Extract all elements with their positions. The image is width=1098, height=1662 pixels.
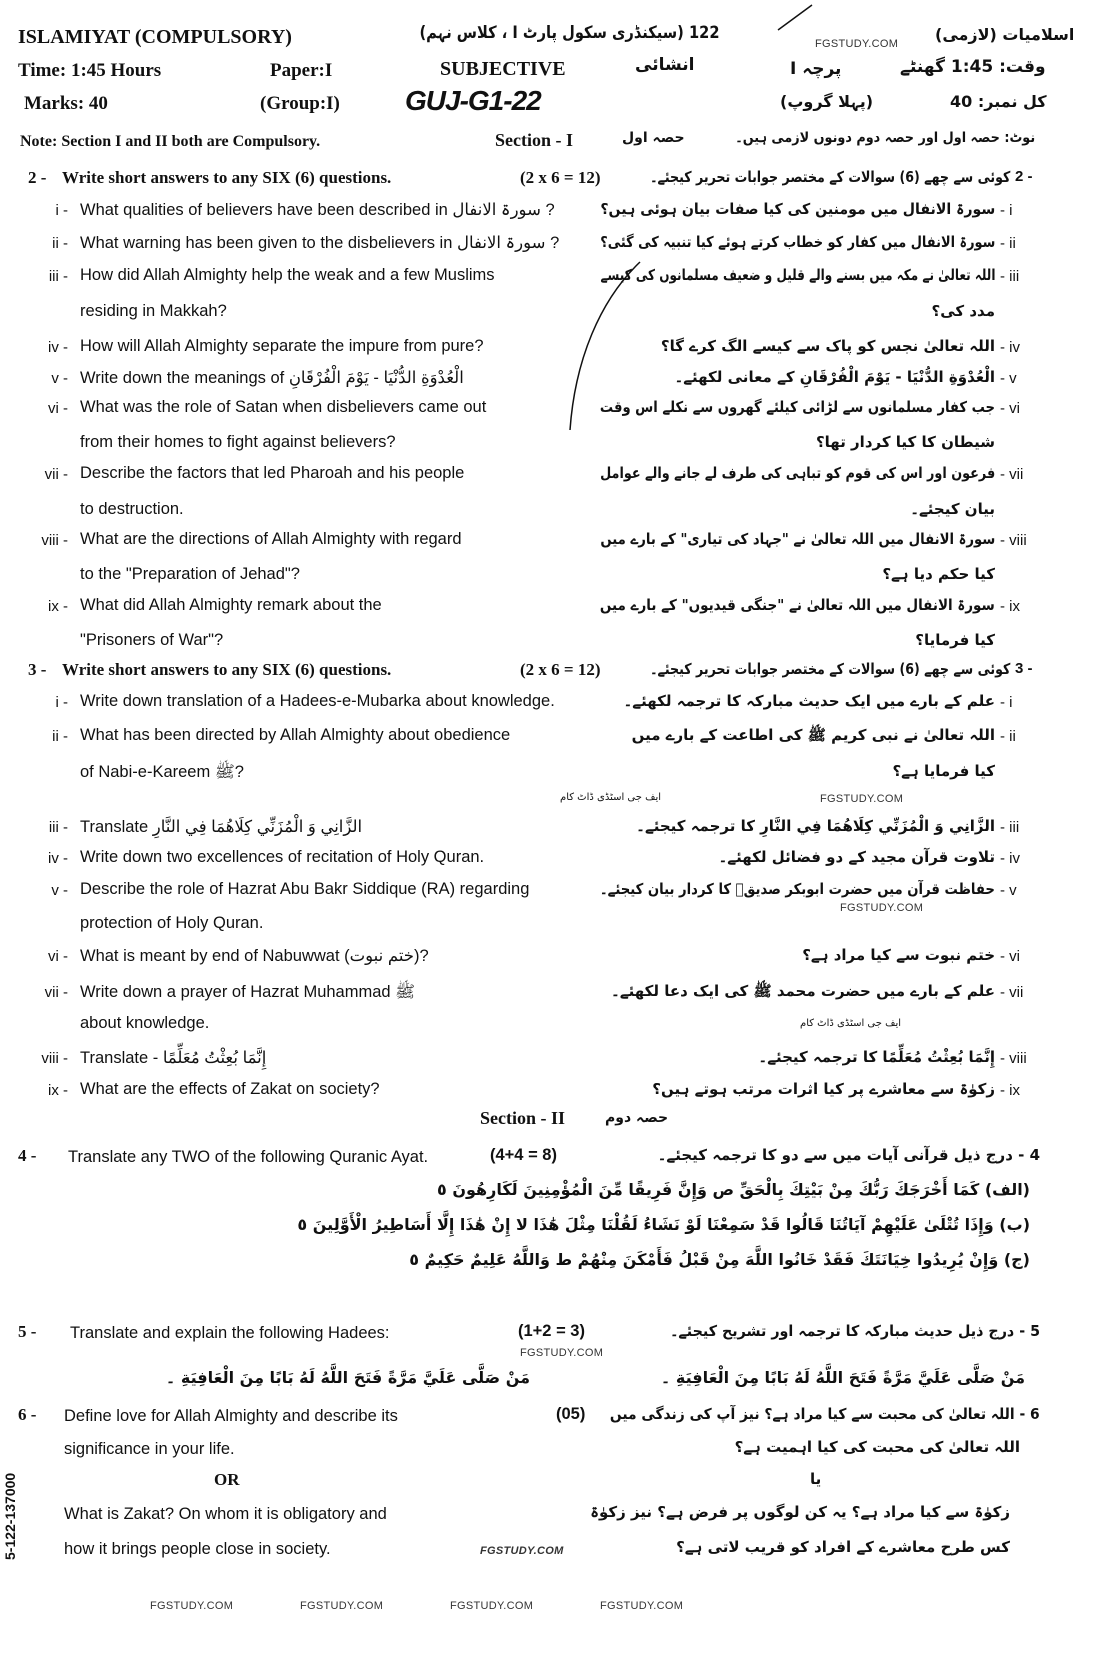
item-number: ix - <box>48 598 68 615</box>
item-text-urdu: کیا حکم دیا ہے؟ <box>882 565 995 583</box>
q4-text: Translate any TWO of the following Quranic Ayat. <box>68 1148 429 1166</box>
watermark: FGSTUDY.COM <box>520 1347 604 1359</box>
item-number: vi - <box>48 400 68 417</box>
q5-text: Translate and explain the following Hadees: <box>70 1324 390 1342</box>
item-text-urdu: الْعُدْوَةِ الدُّنْيَا - يَوْمَ الْفُرْقَانِ کے معانی لکھئے۔ <box>674 368 995 386</box>
item-text-urdu: مدد کی؟ <box>931 302 995 320</box>
item-text-urdu: اللہ تعالیٰ نے مکہ میں بسنے والے قلیل و ضعیف مسلمانوں کی کیسے <box>600 266 995 284</box>
q6-line4: how it brings people close in society. <box>64 1540 331 1558</box>
item-text: residing in Makkah? <box>80 302 227 320</box>
q6-marks: (05) <box>556 1405 586 1423</box>
item-text: about knowledge. <box>80 1014 210 1032</box>
item-number-urdu: - ix <box>1000 1082 1020 1099</box>
marks-urdu: کل نمبر: 40 <box>950 92 1047 111</box>
section-2-title: Section - II <box>480 1108 565 1128</box>
item-text: How will Allah Almighty separate the impure from pure? <box>80 337 484 355</box>
item-text-urdu: زکوٰۃ سے معاشرے پر کیا اثرات مرتب ہوتے ہیں؟ <box>652 1080 995 1098</box>
watermark: FGSTUDY.COM <box>450 1600 534 1612</box>
item-text: Translate - إِنَّمَا بُعِثْتُ مُعَلِّمًا <box>80 1049 267 1067</box>
group: (Group:I) <box>260 93 340 114</box>
question-number: 2 - <box>28 168 47 187</box>
item-number: vii - <box>44 466 68 483</box>
item-text: to destruction. <box>80 500 184 518</box>
subject-urdu: اسلامیات (لازمی) <box>935 25 1075 44</box>
note: Note: Section I and II both are Compulsory. <box>20 133 321 150</box>
q4-number: 4 - <box>18 1146 37 1165</box>
item-number: i - <box>55 694 68 711</box>
item-text-urdu: بیان کیجئے۔ <box>910 500 995 518</box>
item-number-urdu: - vi <box>1000 948 1020 965</box>
watermark: FGSTUDY.COM <box>300 1600 384 1612</box>
q6-line3: What is Zakat? On whom it is obligatory and <box>64 1505 387 1523</box>
item-text: What are the effects of Zakat on society? <box>80 1080 380 1098</box>
item-text: What did Allah Almighty remark about the <box>80 596 382 614</box>
item-text: Describe the role of Hazrat Abu Bakr Siddique (RA) regarding <box>80 880 530 898</box>
note-urdu: نوٹ: حصہ اول اور حصہ دوم دونوں لازمی ہیں۔ <box>735 130 1035 146</box>
item-number-urdu: - ii <box>1000 728 1016 745</box>
watermark: FGSTUDY.COM <box>150 1600 234 1612</box>
item-text: What is meant by end of Nabuwwat (ختم نبوت)? <box>80 947 429 965</box>
item-number-urdu: - i <box>1000 694 1013 711</box>
item-number-urdu: - vi <box>1000 400 1020 417</box>
q6-urdu-line2: اللہ تعالیٰ کی محبت کی کیا اہمیت ہے؟ <box>734 1438 1020 1456</box>
item-text: from their homes to fight against believers? <box>80 433 396 451</box>
item-text: Write down a prayer of Hazrat Muhammad ﷺ <box>80 983 416 1001</box>
ayat-jeem: (ج) وَإِنْ يُرِيدُوا خِيَانَتَكَ فَقَدْ خَانُوا اللَّهَ مِنْ قَبْلُ فَأَمْكَنَ مِنْهُمْ ط وَاللَّهُ عَلِيمٌ حَكِيمٌ ٥ <box>409 1250 1030 1269</box>
watermark: FGSTUDY.COM <box>820 793 904 805</box>
item-number-urdu: - v <box>1000 882 1017 899</box>
q6-urdu-line1: 6 - اللہ تعالیٰ کی محبت سے کیا مراد ہے؟ نیز آپ کی زندگی میں <box>610 1405 1040 1423</box>
ayat-alif: (الف) كَمَا أَخْرَجَكَ رَبُّكَ مِنْ بَيْتِكَ بِالْحَقِّ ص وَإِنَّ فَرِيقًا مِّنَ الْمُؤْمِنِينَ لَكَارِهُونَ ٥ <box>437 1180 1030 1199</box>
item-number: v - <box>51 370 68 387</box>
item-number: ii - <box>52 728 68 745</box>
q6-urdu-line4: کس طرح معاشرے کے افراد کو قریب لاتی ہے؟ <box>676 1538 1010 1556</box>
item-number-urdu: - vii <box>1000 984 1024 1001</box>
item-number-urdu: - viii <box>1000 1050 1027 1067</box>
item-text-urdu: جب کفار مسلمانوں سے لڑائی کیلئے گھروں سے نکلے اس وقت <box>599 398 995 416</box>
item-text: How did Allah Almighty help the weak and a few Muslims <box>80 266 495 284</box>
section-2-urdu: حصہ دوم <box>605 1110 669 1126</box>
item-text-urdu: سورۃ الانفال میں مومنین کی کیا صفات بیان ہوئی ہیں؟ <box>600 200 995 218</box>
item-text: Write down two excellences of recitation of Holy Quran. <box>80 848 485 866</box>
item-text-urdu: علم کے بارے میں حضرت محمد ﷺ کی ایک دعا لکھئے۔ <box>611 982 995 1000</box>
question-number-urdu: 2 - <box>1015 168 1033 185</box>
item-text-urdu: سورۃ الانفال میں اللہ تعالیٰ نے "جہاد کی تیاری" کے بارے میں <box>600 530 995 548</box>
subjective-label: SUBJECTIVE <box>440 58 566 80</box>
item-text: What are the directions of Allah Almighty with regard <box>80 530 462 548</box>
item-text-urdu: شیطان کا کیا کردار تھا؟ <box>815 433 995 451</box>
item-text-urdu: الزَّانِي وَ الْمُزَنِّي كِلَاهُمَا فِي النَّارِ کا ترجمہ کیجئے۔ <box>636 817 995 835</box>
item-number: i - <box>55 202 68 219</box>
watermark-urdu: ایف جی اسٹڈی ڈاٹ کام <box>800 1018 902 1029</box>
or-urdu: یا <box>810 1470 822 1488</box>
item-text: What has been directed by Allah Almighty about obedience <box>80 726 511 744</box>
inshai-urdu: انشائی <box>635 55 695 75</box>
section-1-title: Section - I <box>495 130 573 150</box>
item-number-urdu: - iv <box>1000 339 1020 356</box>
item-number-urdu: - v <box>1000 370 1017 387</box>
hadees-left: مَنْ صَلَّى عَلَيَّ مَرَّةً فَتَحَ اللَّهُ لَهُ بَابًا مِنَ الْعَافِيَةِ ۔ <box>165 1368 530 1387</box>
question-marks: (2 x 6 = 12) <box>520 660 601 679</box>
item-text-urdu: اللہ تعالیٰ نجس کو پاک سے کیسے الگ کرے گا؟ <box>660 337 995 355</box>
section-1-urdu: حصہ اول <box>622 130 685 146</box>
time-urdu: وقت: 1:45 گھنٹے <box>900 57 1046 77</box>
item-text-urdu: علم کے بارے میں ایک حدیث مبارکہ کا ترجمہ لکھئے۔ <box>623 692 995 710</box>
item-number: v - <box>51 882 68 899</box>
watermark: FGSTUDY.COM <box>600 1600 684 1612</box>
item-number-urdu: - ix <box>1000 598 1020 615</box>
item-text: Translate الزَّانِي وَ الْمُزَنِّي كِلَاهُمَا فِي النَّارِ <box>80 818 363 836</box>
question-heading-urdu: کوئی سے چھے (6) سوالات کے مختصر جوابات تحریر کیجئے۔ <box>649 168 1010 186</box>
item-text-urdu: فرعون اور اس کی قوم کو تباہی کی طرف لے جانے والے عوامل <box>599 464 995 482</box>
item-text: What warning has been given to the disbelievers in سورۃ الانفال ? <box>80 234 560 252</box>
item-text: What was the role of Satan when disbelievers came out <box>80 398 487 416</box>
item-number-urdu: - i <box>1000 202 1013 219</box>
item-text-urdu: إِنَّمَا بُعِثْتُ مُعَلِّمًا کا ترجمہ کیجئے۔ <box>758 1048 995 1066</box>
item-number: iii - <box>48 268 68 285</box>
item-number-urdu: - viii <box>1000 532 1027 549</box>
q4-marks: (4+4 = 8) <box>490 1146 557 1164</box>
q6-line2: significance in your life. <box>64 1440 235 1458</box>
item-text: What qualities of believers have been described in سورۃ الانفال ? <box>80 201 555 219</box>
hadees-right: مَنْ صَلَّى عَلَيَّ مَرَّةً فَتَحَ اللَّهُ لَهُ بَابًا مِنَ الْعَافِيَةِ ۔ <box>660 1368 1025 1387</box>
side-code: 5-122-137000 <box>2 1472 18 1560</box>
question-number-urdu: 3 - <box>1015 660 1033 677</box>
item-number-urdu: - ii <box>1000 235 1016 252</box>
item-text-urdu: سورۃ الانفال میں اللہ تعالیٰ نے "جنگی قیدیوں" کے بارے میں <box>600 596 995 614</box>
item-text: "Prisoners of War"? <box>80 631 224 649</box>
ayat-bay: (ب) وَإِذَا تُتْلَىٰ عَلَيْهِمْ آيَاتُنَا قَالُوا قَدْ سَمِعْنَا لَوْ نَشَاءُ لَقُلْنَا مِثْلَ هَٰذَا لا إِنْ هَٰذَا إِلَّا أَسَاطِيرُ الْأَوَّلِينَ ٥ <box>297 1215 1030 1234</box>
question-number: 3 - <box>28 660 47 679</box>
item-text: Describe the factors that led Pharoah and his people <box>80 464 465 482</box>
question-marks: (2 x 6 = 12) <box>520 168 601 187</box>
q6-number: 6 - <box>18 1405 37 1424</box>
item-text: of Nabi-e-Kareem ﷺ? <box>80 763 244 781</box>
item-text-urdu: حفاظت قرآن میں حضرت ابوبکر صدیقؓ کا کردار بیان کیجئے۔ <box>600 880 995 898</box>
watermark-urdu: ایف جی اسٹڈی ڈاٹ کام <box>560 792 662 803</box>
q5-marks: (1+2 = 3) <box>518 1322 585 1340</box>
item-number: iv - <box>48 339 68 356</box>
item-text-urdu: سورۃ الانفال میں کفار کو خطاب کرتے ہوئے کیا تنبیہ کی گئی؟ <box>599 233 995 251</box>
watermark: FGSTUDY.COM <box>840 902 924 914</box>
paper: Paper:I <box>270 60 333 81</box>
item-number: ii - <box>52 235 68 252</box>
item-number-urdu: - vii <box>1000 466 1024 483</box>
group-urdu: (پہلا گروپ) <box>780 92 874 111</box>
item-text-urdu: کیا فرمایا ہے؟ <box>892 762 995 780</box>
watermark: FGSTUDY.COM <box>815 38 899 50</box>
item-number: ix - <box>48 1082 68 1099</box>
class-urdu: 122 (سیکنڈری سکول پارٹ I ، کلاس نہم) <box>419 23 720 43</box>
question-heading: Write short answers to any SIX (6) questions. <box>62 168 392 187</box>
item-text: Write down translation of a Hadees-e-Mubarka about knowledge. <box>80 692 555 710</box>
q5-number: 5 - <box>18 1322 37 1341</box>
item-number-urdu: - iii <box>1000 819 1020 836</box>
item-text: protection of Holy Quran. <box>80 914 264 932</box>
q4-urdu: 4 - درج ذیل قرآنی آیات میں سے دو کا ترجمہ کیجئے۔ <box>657 1146 1040 1164</box>
paper-urdu: پرچہ I <box>790 59 842 79</box>
item-number: vii - <box>44 984 68 1001</box>
item-number: vi - <box>48 948 68 965</box>
item-number: viii - <box>41 532 68 549</box>
item-number-urdu: - iii <box>1000 268 1020 285</box>
item-text-urdu: تلاوت قرآن مجید کے دو فضائل لکھئے۔ <box>718 848 995 866</box>
item-number: viii - <box>41 1050 68 1067</box>
item-text-urdu: ختم نبوت سے کیا مراد ہے؟ <box>802 946 995 964</box>
time: Time: 1:45 Hours <box>18 60 162 81</box>
or-label: OR <box>214 1470 240 1489</box>
q5-urdu: 5 - درج ذیل حدیث مبارکہ کا ترجمہ اور تشریح کیجئے۔ <box>670 1322 1040 1340</box>
item-text: Write down the meanings of الْعُدْوَةِ الدُّنْيَا - يَوْمَ الْفُرْقَانِ <box>80 369 464 387</box>
question-heading: Write short answers to any SIX (6) questions. <box>62 660 392 679</box>
marks: Marks: 40 <box>24 93 108 114</box>
item-text-urdu: اللہ تعالیٰ نے نبی کریم ﷺ کی اطاعت کے بارے میں <box>631 726 995 744</box>
question-heading-urdu: کوئی سے چھے (6) سوالات کے مختصر جوابات تحریر کیجئے۔ <box>649 660 1010 678</box>
item-number: iv - <box>48 850 68 867</box>
item-text-urdu: کیا فرمایا؟ <box>915 631 995 649</box>
item-number: iii - <box>48 819 68 836</box>
item-number-urdu: - iv <box>1000 850 1020 867</box>
subject-title: ISLAMIYAT (COMPULSORY) <box>18 26 292 48</box>
q6-urdu-line3: زکوٰۃ سے کیا مراد ہے؟ یہ کن لوگوں پر فرض ہے؟ نیز زکوٰۃ <box>590 1503 1010 1521</box>
paper-code: GUJ-G1-22 <box>405 85 541 116</box>
item-text: to the "Preparation of Jehad"? <box>80 565 300 583</box>
watermark: FGSTUDY.COM <box>480 1545 564 1557</box>
q6-line1: Define love for Allah Almighty and describe its <box>64 1407 398 1425</box>
